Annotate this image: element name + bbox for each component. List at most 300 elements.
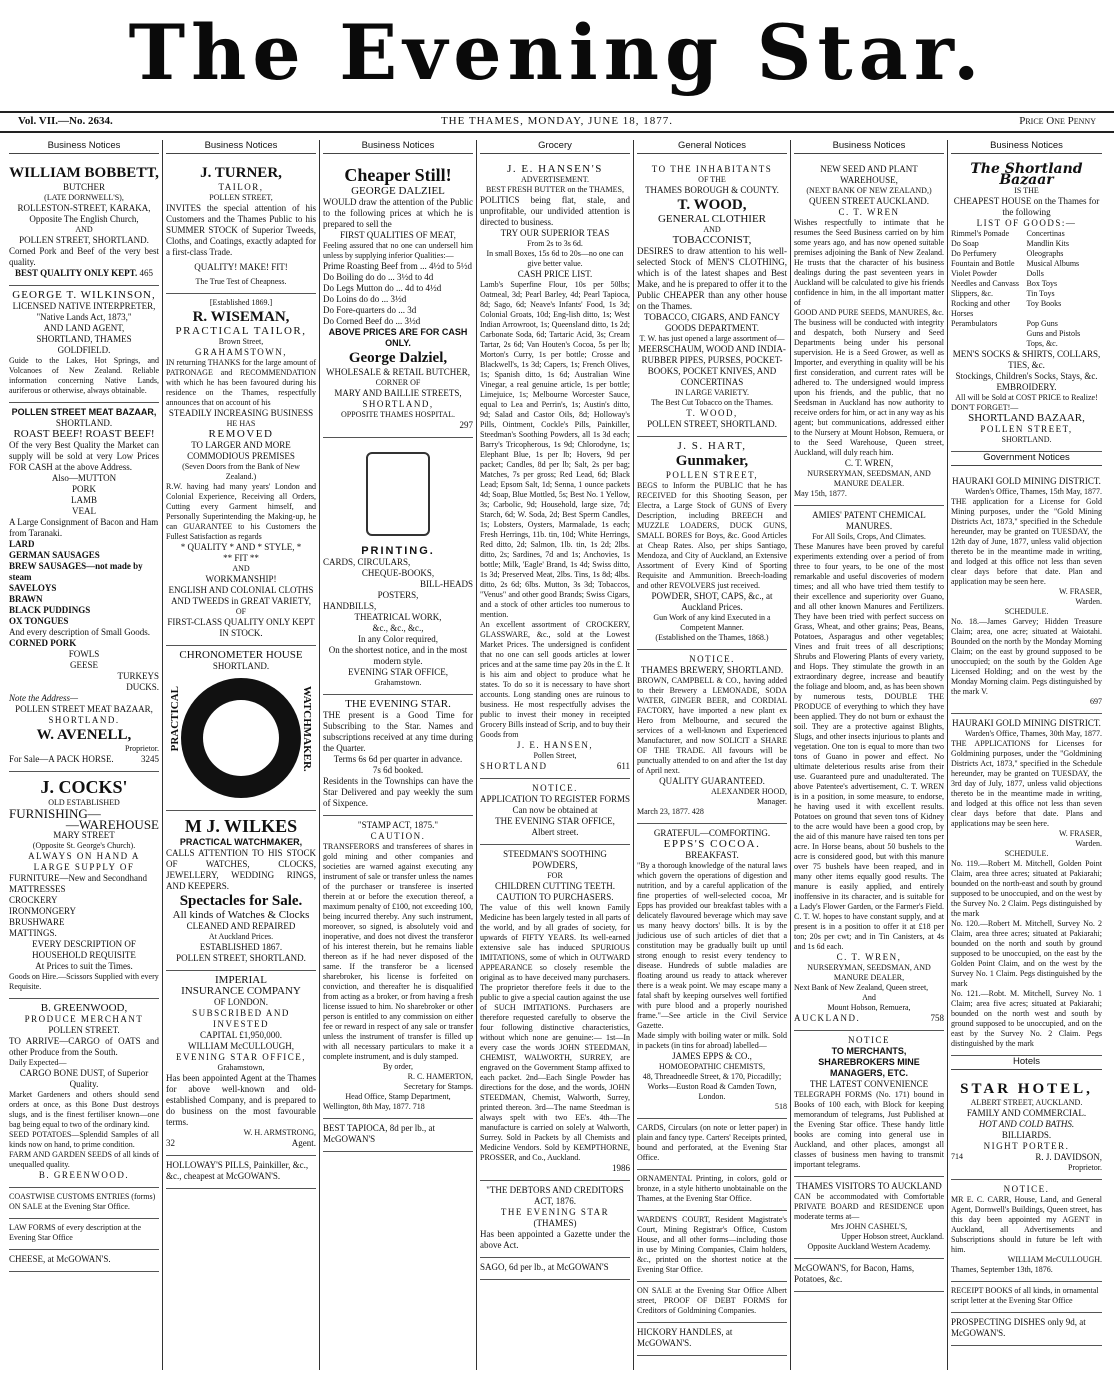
ad-line: ESTABLISHED 1867. (199, 942, 283, 952)
ad-town: Grahamstown, (217, 1063, 265, 1072)
ad-text: Corned Pork and Beef of the very best quality. (9, 246, 159, 267)
ad-text: APPLICATION TO REGISTER FORMS (480, 794, 630, 804)
ad-trade: BUTCHER (62, 182, 105, 192)
ad-name: George Dalziel, (348, 350, 448, 366)
ad-trade: PRACTICAL TAILOR, (175, 325, 307, 337)
ad-number: 758 (930, 1013, 944, 1023)
ad-text: No. 119.—Robert M. Mitchell, Golden Point Claim, area three acres; situated at Pakiarahi; bounded on the north-east and south by ground supposed to be unoccupied, and on the west by the Survey No. 2 Claim. Pegs distinguished by the mark (951, 859, 1102, 918)
list-item: Do Perfumery (951, 249, 997, 258)
ad-street: POLLEN STREET, (980, 424, 1073, 434)
ad-head: NOTICE. (1003, 1184, 1050, 1194)
ad-line: Gun Work of any kind Executed in a Competent Manner. (653, 613, 771, 632)
column-1 (6, 140, 163, 1370)
ad-line: Warden. (1075, 839, 1102, 848)
ad-line: Stockings, Children's Socks, Stays, &c. EMBROIDERY. (955, 371, 1098, 392)
ad-text: INVITES the special attention of his Customers and the Thames Public to his SUMMER STOCK of Superior Tweeds, Cloths, and Coatings, exactly adapted for a first-class Trade. (166, 203, 316, 257)
list-item: MATTRESSES (9, 884, 66, 894)
ad-town: SHORTLAND. (48, 715, 120, 725)
section-heading: Business Notices (794, 140, 944, 154)
list-item: Pop Guns (1026, 319, 1058, 328)
ad-line: (NEXT BANK OF NEW ZEALAND,) (806, 186, 932, 195)
ad-text: THE present is a Good Time for Subscribing to the Star. Names and subscriptions received at any time during the Quarter. (323, 710, 473, 753)
ad-line: Next Bank of New Zealand, Queen street, (794, 983, 929, 992)
ad-quality: QUALITY! (194, 262, 238, 272)
section-heading: Government Notices (951, 452, 1102, 466)
ad-line: (Seven Doors from the Bank of New Zealand.) (182, 462, 300, 481)
ad-text: R.W. having had many years' London and Colonial Experience, Receiving all Orders, Cutting every Garment himself, and Personally Superintending the Making-up, he can GUARANTEE to his Customers the Fullest Satisfaction as regards (166, 482, 316, 541)
ad-signature: W. FRASER, (1058, 587, 1102, 596)
list-item: SAVELOYS (9, 583, 57, 593)
column-7 (948, 140, 1105, 1370)
ad-line: CLEANED AND REPAIRED (186, 921, 296, 931)
ad-hansen (480, 160, 630, 779)
ad-line: ABOVE PRICES ARE FOR CASH ONLY. (328, 327, 468, 348)
ad-line: ACT, 1876. (533, 1196, 577, 1206)
price-row: Do Legs Mutton do ... 4d to 4½d (323, 283, 442, 293)
ad-brewery (637, 650, 787, 824)
ad-line: Goods on Hire.—Scissors Supplied with every Requisite. (9, 972, 159, 991)
ad-town: AUCKLAND. (794, 1013, 861, 1023)
ad-title: "STAMP ACT, 1875." (357, 820, 439, 830)
list-item: Guns and Pistols (1026, 329, 1081, 338)
list-item: Violet Powder (951, 269, 997, 278)
ad-line: QUALITY GUARANTEED. (659, 776, 765, 786)
ad-line: CASH PRICE LIST. (517, 269, 593, 279)
ad-text: TRANSFERORS and transferees of shares in gold mining and other companies and societies are warned against executing any instrument of sale or transfer unless the names of the purchaser or transferee is inserted therein at or before the execution thereof, a maximum penalty of £100, not exceeding 100, being incurred thereby. Any such instrument, moreover, so signed, is absolutely void and inoperative, and does not divest the transferor of his interest therein, but he remains liable thereon as if he had never disposed of the same. If the transferor be a licensed sharebroker, his license is forfeited on conviction, and thereafter he is disqualified from acting as a broker, or from having a fresh license issued to him. No sharebroker or other person is entitled to any commission on either fee or reward in respect of any sale or transfer unless the instrument of transfer is filled up with all necessary particulars to make it a complete instrument, and is duly stamped. (323, 842, 473, 1061)
column-4 (477, 140, 634, 1370)
ad-line: T. W. has just opened a large assortment of— (639, 334, 785, 343)
ad-title: "THE DEBTORS AND CREDITORS (486, 1185, 624, 1195)
ad-place: SHORTLAND. (55, 418, 113, 428)
list-item: Musical Albums (1026, 259, 1080, 268)
ad-line: HE HAS (226, 419, 256, 428)
ad-chronometer (166, 646, 316, 811)
ad-agent-title: Agent. (291, 1138, 316, 1148)
section-heading: General Notices (637, 140, 787, 154)
ad-line: BILLIARDS. (1001, 1130, 1052, 1140)
ad-hauraki-2 (951, 714, 1102, 1056)
ad-street: Brown Street, (218, 337, 264, 346)
price-row: Do Corned Beef do ... 3½d (323, 316, 421, 326)
ad-office: EVENING STAR OFFICE, (347, 667, 449, 677)
ad-line: Opposite Auckland Western Academy. (807, 1242, 931, 1251)
ad-steedman (480, 845, 630, 1181)
ad-address: POLLEN STREET MEAT BAZAAR, (15, 704, 153, 714)
ad-text: THE application for a License for Gold Mining purposes, under the "Gold Mining Districts Act, 1873," specified in the Schedule hereunder, may be granted on TUESDAY, the 12th day of June, 1877, unless valid objection thereto be in the meantime made in writing, and lodged at this office not less than seven clear days before that date. Plan and application may be seen here. (951, 497, 1102, 586)
ad-line: Daily Expected— (9, 1058, 67, 1067)
ad-line: INSURANCE COMPANY (181, 985, 301, 997)
ad-visitors (794, 1177, 944, 1259)
ad-signature: JAMES EPPS & CO., (672, 1051, 752, 1061)
ad-title: AMIES' PATENT CHEMICAL MANURES. (812, 510, 926, 531)
ad-text: THE APPLICATIONS for Licenses for Goldmining purposes, under the "Goldmining Districts Act, 1873," specified in the Schedule hereunder, may be granted on TUESDAY, the 3rd day of July, 1877, unless valid objections thereto be in the meantime made in writing, and lodged at this office not less than seven clear days before that date. Plans and applications may be seen here. (951, 739, 1102, 828)
ad-line: LIST OF GOODS:— (976, 218, 1077, 228)
ad-office: THE EVENING STAR OFFICE, (495, 816, 615, 826)
ad-signature: W. H. ARMSTRONG, (243, 1128, 316, 1137)
ad-text: Lamb's Superfine Flour, 10s per 50lbs; Oatmeal, 3d; Pearl Barley, 4d; Pearl Tapioca, 8d; Sago, 6d; Neave's Infants' Food, 1s 3d; Colonial Groats, 10d; Eng-lish ditto, 1s; West Indian Arrowroot, 1s; Queensland ditto, 1s 2d; Carbonate Soda, 6d; Tartaric Acid, 3s; Cream Tartar, 2s 6d; Van Houten's Cocoa, 5s per lb; Morton's Curry, 1s per bottle; Crosse and Blackwell's, 1s 3d; Capers, 1s; French Olives, 1s; Spanish ditto, 1s 6d; Australian Wine Vinegar, a real genuine article, 1s per bottle; Limejuice, 1s; Melbourne Worcester Sauce, equal to Lea and Perrin's, 1s; Austin's ditto, 9d; Salad and Castor Oils, 8d; Holloway's Pills, Ointment, Cockle's Pills, Painkiller, Steedman's Soothing Powders, all 1s 3d each; Barry's Tricopherous, 1s 9d; Chlorodyne, 1s; Elephant Blue, 1s per lb; Hovers, 9d per packet; Candles, 8d per lb; Salt, 2s per bag; Matches, 7s per gross; Red Lead, 6d; Black Lead; Epsom Salt, 1d; Senna, 1 ounce packets 4d; Soap, Blue Mottled, 5s; Best No. 1 Yellow, 3s; Carbolic, 9d; Household, large size, 7d; Starch, 6d; W. Soda, 2d; Best Sperm Candles, 1s; Lobsters, Oysters, Marmalade, 1s each; Fresh Herrings, 11b. tin, 10d; White Herrings, Red ditto, 2d; Salmon, 1lb. tin, 1s 2d; 2lbs. ditto, 2s; Sardines, 7d and 1s; Anchovies, 1s bottle; Milk, 'Eagle' Brand, 1s 4d; Swiss ditto, 1s 3d; Preserved Meat, 2lbs. Tins, 1s 8d; 4lbs. ditto, 2s 6d; 6lbs. Mutton, 3s 3d; Tobaccos, "Venus" and other good Brands; Swiss Cigars, and a stock of other articles too numerous to mention. (480, 280, 630, 619)
list-item: CHEQUE-BOOKS, (361, 568, 435, 578)
ad-note: (LATE DORNWELL'S), (44, 193, 124, 202)
ad-line: HOT AND COLD BATHS. (978, 1119, 1075, 1129)
ad-wiseman (166, 294, 316, 646)
ad-head: NOTICE (848, 1035, 890, 1045)
list-item: BREW SAUSAGES—not made by steam (9, 561, 143, 582)
ad-line: Warden's Office, Thames, 15th May, 1877. (964, 487, 1102, 496)
ad-text: The value of this well known Family Medicine has been largely tested in all parts of the world, and by all grades of society, for upwards of FIFTY YEARS. Its well-earned extensive sale has induced SPURIOUS IMITATIONS, some of which in OUTWARD APPEARANCE so closely resemble the original as to have deceived many purchasers. The proprietor therefore feels it due to the public to give a special caution against the use of SUCH IMITATIONS. Purchasers are therefore requested carefully to observe the four following distinctive characteristics, without which none are genuine:— 1st—In every case the words JOHN STEEDMAN, CHEMIST, WALWORTH, SURREY, are engraved on the Government Stamp affixed to each packet. 2nd—Each Single Powder has directions for the dose, and the words, JOHN STEEDMAN, Chemist, Walworth, Surrey, printed thereon. 3rd—The name Steedman is always spelt with two EE's. 4th—The manufacture is carried on solely at Walworth, Surrey. Sold in Packets by all Chemists and Medicine Vendors. Sold by KEMPTHORNE, PROSSER, and Co., Auckland. (480, 903, 630, 1162)
ad-tagline: BEST QUALITY ONLY KEPT. (15, 268, 138, 278)
ad-line: Head Office, Stamp Department, (345, 1092, 451, 1101)
ad-line: TOBACCONIST, (672, 234, 752, 246)
ad-text: CAN be accommodated with Comfortable PRIVATE BOARD and RESIDENCE upon moderate terms at— (794, 1192, 944, 1221)
ad-title: NEW SEED AND PLANT WAREHOUSE, (820, 164, 918, 185)
ad-text: CALLS ATTENTION TO HIS STOCK OF WATCHES, CLOCKS, JEWELLERY, WEDDING RINGS, AND KEEPERS. (166, 848, 316, 891)
ad-debtors (480, 1181, 630, 1258)
ad-text: TELEGRAPH FORMS (No. 171) bound in Books of 100 each, with Block for keeping memorandum of telegrams, Just Published at the Evening Star office. These handy little books are coming into general use in Auckland, and other places, amongst all classes of business men having to transmit important telegrams. (794, 1090, 944, 1169)
ad-line: CARGO BONE DUST, of Superior Quality. (19, 1068, 149, 1089)
ad-name: STAR HOTEL, (960, 1081, 1093, 1097)
ad-text: SEED POTATOES—Splendid Samples of all kinds now on hand, to prime condition. (9, 1130, 159, 1149)
ad-number: 465 (139, 268, 153, 278)
ad-signature: R. J. DAVIDSON, (1035, 1152, 1102, 1162)
ad-schedule: SCHEDULE. (1004, 607, 1049, 616)
ad-line: POWDER, SHOT, CAPS, &c., at Auckland Prices. (651, 591, 773, 612)
clock-face-icon (181, 678, 301, 798)
ad-street: ALBERT STREET, AUCKLAND. (970, 1098, 1083, 1107)
list-item: Oleographs (1026, 249, 1064, 258)
ad-line: * QUALITY * AND * STYLE, * (180, 542, 302, 552)
ad-wardens-court: WARDEN'S COURT, Resident Magistrate's Court, Mining Registrar's Office, Custom House, and all other forms—including those in use by Mining Companies, Claim holders, &c., printed on the shortest notice at the Evening Star Office. (637, 1211, 787, 1282)
ad-name: R. WISEMAN, (192, 309, 290, 325)
ad-dalziel (323, 160, 473, 438)
list-item: GERMAN SAUSAGES (9, 550, 100, 560)
ad-text: TO ARRIVE—CARGO of OATS and other Produce from the South. (9, 1036, 159, 1057)
ad-line: WHOLESALE & RETAIL BUTCHER, (326, 367, 470, 377)
list-item: Perambulators (951, 319, 998, 328)
list-item: Toy Books (1026, 299, 1062, 308)
price-row: Do Loins do do ... 3½d (323, 294, 407, 304)
ad-signature: W. FRASER, (1058, 829, 1102, 838)
section-heading: Business Notices (323, 140, 473, 154)
ad-name: J. TURNER, (200, 165, 282, 181)
ad-line: AND (703, 225, 721, 234)
ad-line: Can now be obtained at (512, 805, 598, 815)
ad-hickory: HICKORY HANDLES, at McGOWAN'S. (637, 1323, 787, 1356)
list-item: TURKEYS (117, 671, 159, 681)
price-row: Do Boiling do do ... 3½d to 4d (323, 272, 434, 282)
ad-sago: SAGO, 6d per lb., at McGOWAN'S (480, 1258, 630, 1280)
ad-line: Manager. (757, 797, 787, 806)
ad-text: FARM AND GARDEN SEEDS of all kinds of unequalled quality. (9, 1150, 159, 1169)
ad-line: GRATEFUL—COMFORTING. (653, 828, 771, 838)
ad-line: Terms 6s 6d per quarter in advance. (333, 754, 463, 764)
section-heading: Business Notices (951, 140, 1102, 154)
ad-text: Guide to the Lakes, Hot Springs, and Volcanoes of New Zealand. Reliable information concerning Native Lands, auriferous or otherwise, always obtainable. (9, 356, 159, 395)
ad-proprietor: W. AVENELL, (36, 727, 132, 743)
ad-line: CHILDREN CUTTING TEETH. (494, 881, 616, 891)
ad-number: 697 (1090, 697, 1102, 706)
price: Price One Penny (1019, 115, 1096, 127)
ad-signature: T. WOOD, (686, 408, 738, 418)
ad-number: 611 (616, 761, 630, 771)
ad-date: May 15th, 1877. (794, 489, 847, 498)
ad-line: THE EVENING STAR (500, 1207, 610, 1217)
ad-side-label: PRACTICAL (169, 686, 181, 752)
column-3 (320, 140, 477, 1370)
ad-signature: B. GREENWOOD. (38, 1170, 130, 1180)
ad-tapioca: BEST TAPIOCA, 8d per lb., at McGOWAN'S (323, 1119, 473, 1152)
list-item: PORK (71, 484, 96, 494)
goods-list (951, 229, 1102, 349)
list-item: Rimmel's Pomade (951, 229, 1010, 238)
ad-line: FIRST-CLASS QUALITY ONLY KEPT IN STOCK. (167, 617, 315, 638)
ad-text: Has been appointed a Gazette under the above Act. (480, 1229, 630, 1250)
ad-line: NURSERYMAN, SEEDSMAN, AND MANURE DEALER. (807, 469, 931, 488)
ad-wilkinson (9, 286, 159, 403)
list-item: BILL-HEADS (420, 579, 473, 589)
section-heading: Grocery (480, 140, 630, 154)
ad-street: Albert street. (531, 827, 579, 837)
ad-line: 7s 6d booked. (372, 765, 424, 775)
ad-line: NIGHT PORTER. (983, 1141, 1070, 1151)
ad-trade: Gunmaker, (675, 453, 749, 469)
ad-street: POLLEN STREET, (209, 193, 273, 202)
ad-line: By order, (383, 1062, 413, 1071)
ad-text: An excellent assortment of CROCKERY, GLASSWARE, &c., sold at the Lowest Market Prices. The undersigned is confident that no one can sell goods articles at lower prices and at the same time pay 20s in the £. It is his aim and object to produce what he states. To do so it is necessary to have short accounts. Long standing ones are ruinous to business. He most respectfully advises the public to invest their money in receipted Grocery Bills instead of Scrip, and to buy their Goods from (480, 620, 630, 739)
ad-line: BEST FRESH BUTTER on the THAMES, (486, 185, 624, 194)
ad-shortland-bazaar (951, 160, 1102, 452)
ad-line: WORKMANSHIP! (205, 574, 277, 584)
ad-proprietor-title: Proprietor. (125, 744, 159, 753)
ad-line: TO LARGER AND MORE COMMODIOUS PREMISES (187, 440, 295, 461)
ad-line: MEN'S SOCKS & SHIRTS, COLLARS, TIES, &c. (952, 349, 1101, 370)
ad-line: "Native Lands Act, 1873," (36, 312, 132, 322)
ad-title: STEEDMAN'S SOOTHING POWDERS, (503, 849, 607, 870)
ad-number: 518 (775, 1102, 787, 1111)
list-item: LARD (9, 539, 35, 549)
ad-text: DESIRES to draw attention to his well-selected Stock of MEN'S CLOTHING, which is of the latest shapes and Best Make, and he is prepared to offer it to the Public CHEAPER than any other house on the Thames. (637, 246, 787, 311)
section-heading: Business Notices (9, 140, 159, 154)
ad-fit: FIT! (271, 262, 288, 272)
ad-line: CORNER OF (375, 378, 421, 387)
ad-text: Has been appointed Agent at the Thames for above well-known and old-established Company, and is prepared to do business on the most favourable terms. (166, 1073, 316, 1127)
ad-town: SHORTLAND (480, 761, 548, 771)
ad-name: SHORTLAND BAZAAR, (968, 412, 1085, 424)
ad-line: OF LONDON. (214, 997, 268, 1007)
ad-title: THAMES VISITORS TO AUCKLAND (796, 1181, 942, 1191)
ad-street: Pollen Street, (533, 751, 577, 760)
ad-epps (637, 824, 787, 1119)
masthead (0, 0, 1114, 105)
ad-imperial (166, 971, 316, 1156)
ad-line: 48, Threadneedle Street, & 170, Piccadilly; Works—Euston Road & Camden Town, London. (642, 1072, 782, 1101)
ad-line: (Established on the Thames, 1868.) (655, 633, 769, 642)
ad-amies (794, 506, 944, 1031)
column-6 (791, 140, 948, 1370)
dateline (0, 111, 1114, 133)
royal-crest-icon (366, 452, 430, 536)
ad-text: BEGS to Inform the PUBLIC that he has RECEIVED for this Shooting Season, per Electra, a Large Stock of GUNS of Every Description, including BREECH and MUZZLE LOADERS, DUCK GUNS, SMALL BORES for Boys, &c. Good Articles at Cheap Rates. Also, per ships Santiago, Mendoza, and City of Auckland, an Extensive Assortment of Every Kind of Sporting Requisite and Ammunition. Breech-loading and other REVOLVERS just received. (637, 481, 787, 590)
ad-line: TRY OUR SUPERIOR TEAS (500, 228, 610, 238)
ad-text: No. 121.—Robt. M. Mitchell, Survey No. 1 Claim; area five acres; situated at Pakiarahi; bounded on the north west and south by ground supposed to be unoccupied, and on the east by the Survey No. 2 Claim. Pegs distinguished by the mark (951, 989, 1102, 1048)
ad-line: In any Color required, (358, 634, 438, 644)
ad-line: MEERSCHAUM, WOOD AND INDIA-RUBBER PIPES, PURSES, POCKET-BOOKS, POCKET KNIVES, AND CONCERTINAS (638, 344, 786, 387)
ad-title: THAMES BREWERY, SHORTLAND. (640, 665, 784, 675)
ad-text: POLITICS being flat, stale, and unprofitable, our undivided attention is directed to business. (480, 195, 630, 227)
ad-side-label: WATCHMAKER. (301, 686, 313, 772)
ad-address: POLLEN STREET, SHORTLAND. (647, 419, 777, 429)
ad-name: M J. WILKES (184, 816, 298, 836)
ad-line: AND LAND AGENT, (43, 323, 125, 333)
ad-text: Residents in the Townships can have the Star Delivered and pay weekly the sum of Sixpence. (323, 776, 473, 808)
ad-head: Cheaper Still! (344, 165, 452, 185)
ad-turner (166, 160, 316, 294)
ad-number: 718 (412, 1102, 425, 1111)
ad-text: Market Gardeners and others should send orders at once, as this Bone Dust destroys slugs, and is the finest fertiliser known—one bag being equal to two of the ordinary kind. (9, 1090, 159, 1129)
ad-title: HAURAKI GOLD MINING DISTRICT. (952, 718, 1101, 728)
ad-and: AND (75, 225, 93, 234)
ad-evening-star (323, 695, 473, 816)
ad-line: DON'T FORGET!— (951, 403, 1019, 412)
ad-line: GOOD AND PURE SEEDS, MANURES, &c. (794, 308, 944, 317)
ad-line: The Best Cut Tobacco on the Thames. (650, 398, 773, 407)
ad-line: OF (235, 607, 247, 616)
column-5 (634, 140, 791, 1370)
ad-coastwise: COASTWISE CUSTOMS ENTRIES (forms) ON SALE at the Evening Star Office. (9, 1188, 159, 1219)
ad-trade: PRODUCE MERCHANT (24, 1014, 144, 1024)
ad-line: EVERY DESCRIPTION OF HOUSEHOLD REQUISITE (32, 939, 136, 960)
ad-date: Wellington, 8th May, 1877. (323, 1102, 411, 1111)
ad-text: These Manures have been proved by careful experiments extending over a period of from three to four years, to be one of the most remarkable and useful discoveries of modern times; and all who have tried them testify to their excellence and superiority over Guano, and all other known Manures and Fertilizers. They have been tried with perfect success on Grass, Wheat, and other grains; Peas, Beans, Potatoes, Asparagus and other vegetables; Vines and fruit trees of all descriptions; Shrubs and Flowering Plants of every variety, and Hops. They stimulate the growth in an extraordinary degree, increase and beautify the foliage and bloom, and, as has been shown by numerous tests, DOUBLE THE PRODUCE of everything to which they have been applied. They do not burn or exhaust the soil. They are a protective against Blights, Slugs, and other insects injurious to plants and vegetation. One ton is equal to more than two tons of Guano in power and effect. No ultimate deleterious results arise from their use. Guaranteed pure and unadulterated. The above Patentee's advertisement, C. T. WREN is in a position, in some measure, to endorse, he having used it with excellent results. Potatoes on ground that seven tons of Kidney to the acre would have been a good crop, by the aid of this manure have raised ten tons per acre. In Horse beans, about 50 bushels to the acre is considered good, but with this manure over 75 bushels have been reaped, and in many other items equally good results. The manure is easily applied, and entirely inoffensive in its character, and is suitable for a Lady's Flower Garden, or the Farmer's Field. C. T. W. hopes to have constant supply, and at present is in a position to offer it at £18 per ton; 20s per cwt; and in Tin Canisters, at 4s and 1s 6d each. (794, 542, 944, 951)
list-item: Fountain and Bottle (951, 259, 1015, 268)
list-item: Box Toys (1026, 279, 1058, 288)
ad-signature: C. T. WREN, (844, 458, 894, 468)
ad-note: (Opposite St. George's Church). (32, 841, 136, 850)
list-item: LAMB (70, 495, 97, 505)
ad-line: All kinds of Watches & Clocks (172, 909, 310, 921)
list-item: And every description of Small Goods. (9, 627, 150, 637)
ad-est: [Established 1869.] (209, 298, 273, 307)
ad-printing (323, 438, 473, 695)
issue-date: THE THAMES, MONDAY, JUNE 18, 1877. (440, 115, 674, 127)
ad-stamp-act (323, 816, 473, 1119)
ad-line: FIRST QUALITIES OF MEAT, (340, 230, 456, 240)
ad-meat-bazaar (9, 403, 159, 772)
ad-caution: CAUTION TO PURCHASERS. (496, 892, 614, 902)
ad-name: B. GREENWOOD, (40, 1002, 128, 1014)
section-heading: Hotels (951, 1056, 1102, 1070)
ad-test: The True Test of Cheapness. (195, 277, 287, 286)
ad-number: 428 (691, 807, 704, 816)
list-item: FOWLS (68, 649, 100, 659)
ad-line: At Auckland Prices. (208, 932, 274, 941)
ad-proof-of-debt: ON SALE at the Evening Star Office Albert street, PROOF OF DEBT FORMS for Creditors of Goldmining Companies. (637, 1282, 787, 1323)
ad-line: ** FIT ** (223, 553, 259, 563)
ad-text: IN returning THANKS for the large amount of PATRONAGE and RECOMMENDATION with which he has been favoured during his residence on the Thames, respectfully announces that on account of his (166, 358, 316, 407)
list-item: CARDS, CIRCULARS, (323, 557, 411, 567)
list-item: Concertinas (1026, 229, 1065, 238)
list-item: THEATRICAL WORK, (354, 612, 442, 622)
ad-line: FURNISHING— (9, 806, 101, 821)
ad-line: NURSERYMAN, SEEDSMAN, AND MANURE DEALER, (807, 963, 931, 982)
ad-head: ROAST BEEF! ROAST BEEF! (13, 428, 155, 440)
ad-name: C. T. WREN (838, 207, 900, 217)
ad-name: J. COCKS' (40, 777, 128, 797)
ad-text: Of the very Best Quality the Market can supply will be sold at very Low Prices FOR CASH at the above Address. (9, 440, 159, 472)
ad-number: 714 (951, 1152, 963, 1161)
ad-town: SHORTLAND. (212, 661, 270, 671)
masthead-title: The Evening Star. (128, 8, 986, 97)
ad-sale: For Sale—A PACK HORSE. (9, 754, 114, 764)
section-heading: Business Notices (166, 140, 316, 154)
ad-trade: TAILOR, (218, 182, 264, 192)
ad-signature: ALEXANDER HOOD, (711, 787, 787, 796)
price-row: Prime Roasting Beef from ... 4½d to 5½d (323, 261, 472, 271)
list-item: FURNITURE—New and Secondhand (9, 873, 147, 883)
ad-line: On the shortest notice, and in the most modern style. (328, 645, 468, 666)
ad-text: Feeling assured that no one can undersell him unless by supplying inferior Qualities:— (323, 241, 473, 260)
ad-trade: PRACTICAL WATCHMAKER, (179, 837, 303, 847)
list-item: Dolls (1026, 269, 1044, 278)
list-item: Tin Toys (1026, 289, 1055, 298)
ad-address: POLLEN STREET, SHORTLAND. (19, 235, 149, 245)
ad-line: Mount Hobson, Remuera, (827, 1003, 911, 1012)
ad-address: ROLLESTON-STREET, KARAKA, (17, 203, 151, 213)
column-2 (163, 140, 320, 1370)
ad-name: EPPS'S COCOA. (663, 838, 761, 850)
ad-line: Mrs JOHN CASHEL'S, (830, 1222, 908, 1231)
list-item: Mandlin Kits (1026, 239, 1069, 248)
ad-street: QUEEN STREET AUCKLAND. (808, 196, 930, 206)
ad-cheese: CHEESE, at McGOWAN'S. (9, 1250, 159, 1272)
ad-number: 1986 (612, 1163, 630, 1173)
ad-line: CAPITAL £1,950,000. (200, 1030, 282, 1040)
ad-line: LICENSED NATIVE INTERPRETER, (12, 301, 156, 311)
ad-notice-forms (480, 779, 630, 845)
list-item: BRUSHWARE (9, 917, 65, 927)
ad-text: WOULD draw the attention of the Public to the following prices at which he is prepared to sell the (323, 197, 473, 229)
ad-sub: ADVERTISEMENT. (520, 175, 590, 184)
ad-address: Opposite The English Church, (29, 214, 139, 224)
list-item: POSTERS, (377, 590, 419, 600)
list-item: VEAL (72, 506, 96, 516)
ad-mcgowan: McGOWAN'S, for Bacon, Hams, Potatoes, &c. (794, 1259, 944, 1292)
ad-line: AND (232, 564, 250, 573)
ad-line: BREAKFAST. (685, 850, 739, 860)
ad-signature: WILLIAM McCULLOUGH. (1007, 1255, 1102, 1264)
ad-name: IMPERIAL (215, 974, 267, 986)
ad-head: PRINTING. (361, 545, 435, 557)
ad-line: All will be Sold at COST PRICE to Realize! (955, 393, 1098, 402)
ad-text: CHEAPEST HOUSE on the Thames for the following (953, 196, 1100, 217)
ad-holloway: HOLLOWAY'S PILLS, Painkiller, &c., &c., cheapest at McGOWAN'S. (166, 1156, 316, 1189)
ad-line: OPPOSITE THAMES HOSPITAL. (340, 410, 456, 419)
ad-spectacles: Spectacles for Sale. (179, 893, 303, 909)
list-item: GEESE (70, 660, 98, 670)
list-item: Slippers, &c. (951, 289, 993, 298)
ad-cards: CARDS, Circulars (on note or letter paper) in plain and fancy type. Carters' Receipts printed, bound and perforated, at the Evening Star Office. (637, 1119, 787, 1170)
ad-street: POLLEN STREET, (665, 470, 759, 480)
list-item: BLACK PUDDINGS (9, 605, 91, 615)
ad-text: Made simply with boiling water or milk. Sold in packets (in tins for abroad) labelled— (637, 1031, 787, 1050)
ad-text: The business will be conducted with integrity and despatch, both Nursery and Seed Departments being under his personal supervision. He is a Seed Grower, as well as Importer, and everything in quality will be his first consideration, and current rates will be adhered to. The undersigned would impress upon his friends, and the public, that no Seedsman in Auckland has now authority to receive orders for him, or act in any way as his agent; but communications, addressed either to the Nursery at Mount Hobson, Remuera, or to the Seed Warehouse, Queen street, Auckland, will duly reach him. (794, 318, 944, 457)
ad-name: WILLIAM BOBBETT, (9, 165, 159, 181)
ad-prospecting: PROSPECTING DISHES only 9d, at McGOWAN'S. (951, 1313, 1102, 1346)
list-item: CROCKERY (9, 895, 58, 905)
ad-line: In small Boxes, 15s 6d to 20s—no one can give better value. (486, 249, 624, 268)
ad-signature: C. T. WREN, (836, 952, 902, 962)
ad-text: MR E. C. CARR, House, Land, and General Agent, Dornwell's Buildings, Queen street, has this day been appointed my AGENT in Auckland, all Advertisements and Subscriptions should in future be left with him. (951, 1195, 1102, 1254)
list-item: &c., &c., &c., (372, 623, 424, 633)
